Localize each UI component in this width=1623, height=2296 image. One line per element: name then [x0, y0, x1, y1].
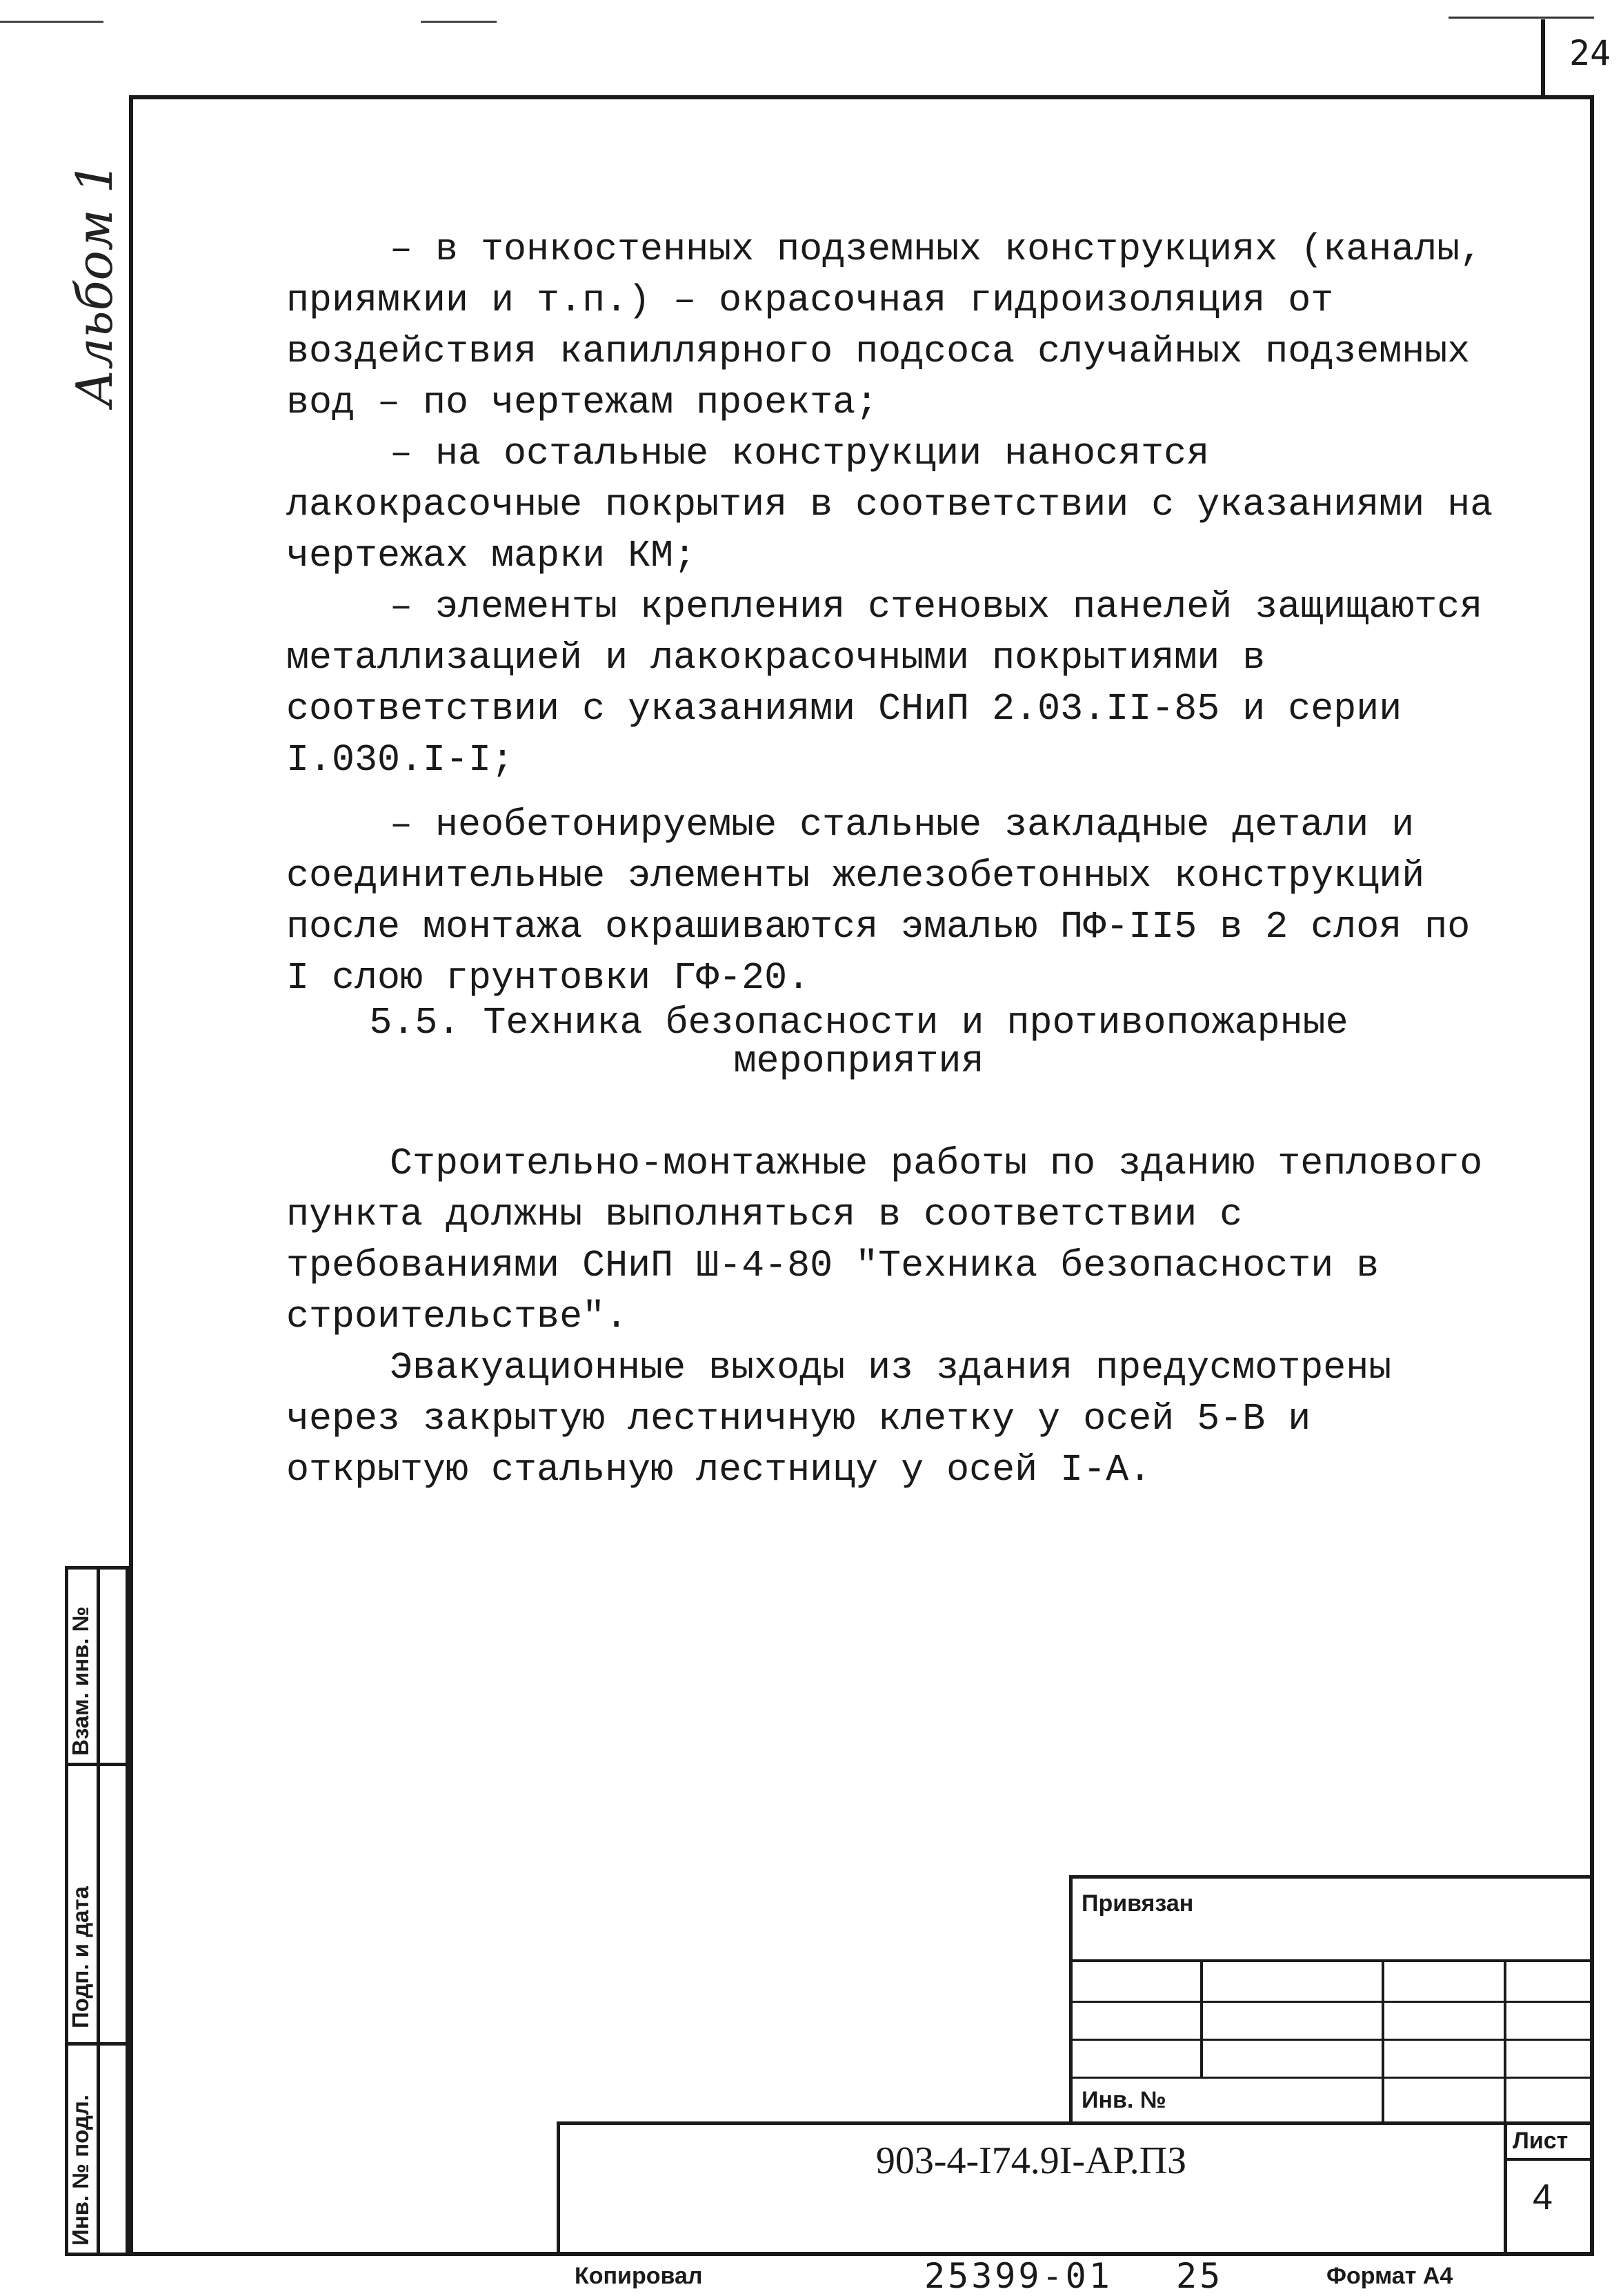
section-body [286, 1138, 1500, 1496]
page-number: 24 [1569, 33, 1611, 73]
stamp-border [1200, 1959, 1203, 2077]
sheet-label: Лист [1513, 2128, 1569, 2154]
sidebar-label-vzam-inv: Взам. инв. № [68, 1606, 93, 1756]
paragraph: Строительно-монтажные работы по зданию теплового пункта должны выполняться в соответствии с требованиями СНиП Ш-4-80 "Техника безопасности в строительстве". [286, 1142, 1483, 1338]
footer-order-suffix: 25 [1176, 2256, 1224, 2296]
stamp-border [1069, 1875, 1594, 1879]
document-code: 903-4-I74.9I-АР.ПЗ [875, 2139, 1187, 2182]
sidebar-label-podp-data: Подп. и дата [68, 1886, 93, 2028]
stamp-border [1382, 1959, 1384, 2124]
top-dash [421, 21, 497, 23]
paragraph: – элементы крепления стеновых панелей защищаются металлизацией и лакокрасочными покрытиями в соответствии с указаниями СНиП 2.03.II-85 и серии I.030.I-I; [286, 585, 1483, 782]
sidebar-divider [97, 1566, 100, 2256]
stamp-border [1069, 2039, 1594, 2041]
footer-format: Формат А4 [1326, 2263, 1453, 2289]
sheet-number: 4 [1533, 2177, 1553, 2217]
stamp-privyazan: Привязан [1082, 1890, 1194, 1917]
corner-line [1541, 19, 1545, 97]
stamp-border [1069, 1875, 1073, 2124]
paragraph: Эвакуационные выходы из здания предусмотрены через закрытую лестничную клетку у осей 5-В и открытую стальную лестницу у осей I-А. [286, 1346, 1392, 1492]
corner-line [1448, 17, 1594, 19]
stamp-border [557, 2121, 1594, 2125]
paragraph: – на остальные конструкции наносятся лакокрасочные покрытия в соответствии с указаниями на чертежах марки КМ; [286, 432, 1493, 577]
footer-kopiroval: Копировал [575, 2263, 703, 2289]
sidebar-divider [65, 2042, 129, 2046]
sidebar-label-inv-podl: Инв. № подл. [68, 2095, 93, 2246]
section-heading [286, 1001, 1431, 1083]
stamp-border [1504, 2158, 1594, 2161]
margin-note: Альбом 1 [66, 161, 123, 407]
footer-order-number: 25399-01 [924, 2256, 1113, 2296]
stamp-border [1069, 2001, 1594, 2003]
top-dash [0, 21, 103, 23]
stamp-border [1504, 2121, 1507, 2256]
section-heading-line: 5.5. Техника безопасности и противопожарные [369, 1001, 1348, 1045]
stamp-inv-no: Инв. № [1082, 2087, 1166, 2113]
section-heading-line: мероприятия [733, 1040, 984, 1083]
stamp-border [1504, 1959, 1506, 2124]
paragraph: – необетонируемые стальные закладные детали и соединительные элементы железобетонных конструкций после монтажа окрашиваются эмалью ПФ-II5 в 2 слоя по I слою грунтовки ГФ-20. [286, 803, 1471, 1000]
stamp-border [1069, 1959, 1594, 1962]
paragraph: – в тонкостенных подземных конструкциях (каналы, приямкии и т.п.) – окрасочная гидроизоляция от воздействия капиллярного подсоса случайных подземных вод – по чертежам проекта; [286, 228, 1483, 424]
sidebar-divider [65, 1763, 129, 1766]
body-text [286, 224, 1500, 1004]
stamp-border [1069, 2077, 1594, 2079]
